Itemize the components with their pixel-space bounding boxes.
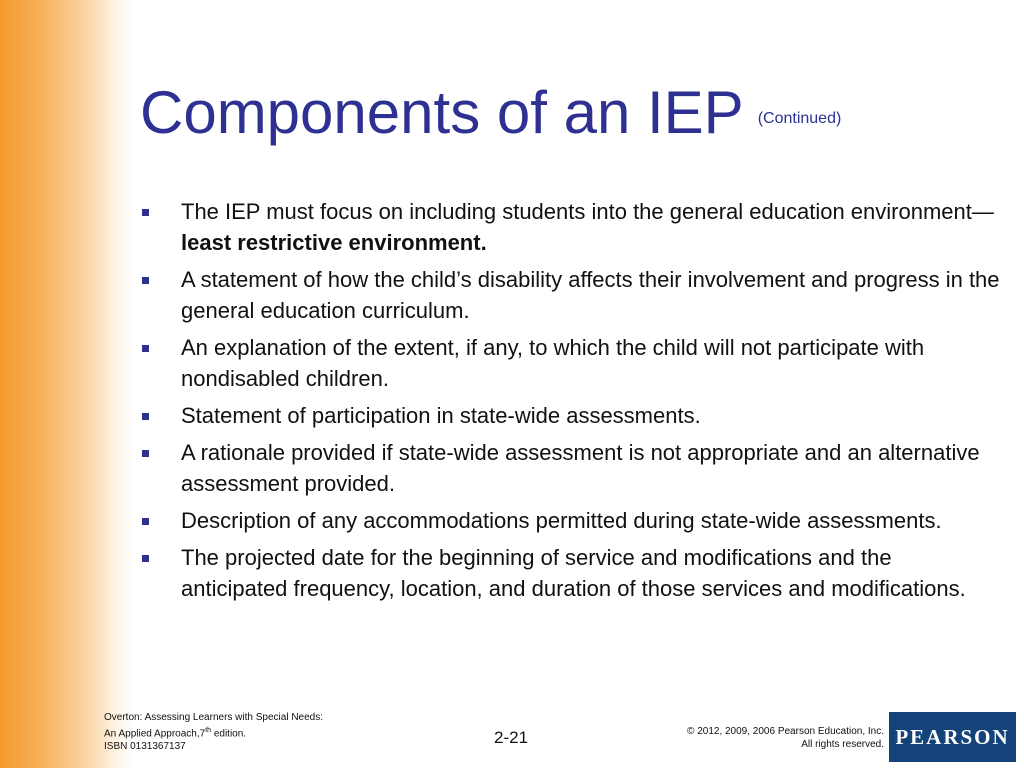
bullet-square-icon	[142, 345, 149, 352]
bullet-text: Description of any accommodations permitted during state-wide assessments.	[181, 508, 942, 533]
bullet-text: A rationale provided if state-wide assessment is not appropriate and an alternative assessment provided.	[181, 440, 980, 496]
book-citation	[104, 711, 323, 753]
slide-title	[140, 78, 841, 154]
page-number: 2-21	[494, 728, 529, 747]
bullet-square-icon	[142, 277, 149, 284]
bullet-square-icon	[142, 413, 149, 420]
bullet-text: Statement of participation in state-wide assessments.	[181, 403, 701, 428]
title-text: Components of an IEP	[140, 79, 744, 146]
bullet-item	[142, 542, 1002, 604]
bullet-item	[142, 332, 1002, 394]
bullet-item	[142, 437, 1002, 499]
bullet-square-icon	[142, 209, 149, 216]
bullet-square-icon	[142, 518, 149, 525]
book-edition-line: An Applied Approach,7th edition.	[104, 727, 247, 740]
bullet-item	[142, 196, 1002, 258]
isbn-line: ISBN 0131367137	[104, 741, 186, 753]
bullet-item	[142, 505, 1002, 536]
bullet-text: A statement of how the child’s disability affects their involvement and progress in the general education curriculum.	[181, 267, 1000, 323]
book-title-line: Overton: Assessing Learners with Special Needs:	[104, 712, 323, 723]
logo-text: PEARSON	[895, 724, 1010, 749]
copyright-line: © 2012, 2009, 2006 Pearson Education, Inc.	[687, 726, 884, 737]
decorative-band	[0, 0, 135, 768]
title-suffix: (Continued)	[757, 110, 842, 127]
bullet-item	[142, 400, 1002, 431]
bullet-item	[142, 264, 1002, 326]
bullet-text: An explanation of the extent, if any, to which the child will not participate with nondisabled children.	[181, 335, 925, 391]
bullet-bold-text: least restrictive environment.	[181, 230, 487, 255]
bullet-square-icon	[142, 555, 149, 562]
bullet-square-icon	[142, 450, 149, 457]
bullet-text: The IEP must focus on including students into the general education environment—	[181, 199, 994, 224]
rights-line: All rights reserved.	[801, 739, 884, 750]
pearson-logo	[889, 712, 1016, 762]
bullet-list	[142, 196, 1002, 610]
bullet-text: The projected date for the beginning of service and modifications and the anticipated frequency, location, and duration of those services and modifications.	[181, 545, 966, 601]
copyright-notice	[687, 725, 884, 751]
